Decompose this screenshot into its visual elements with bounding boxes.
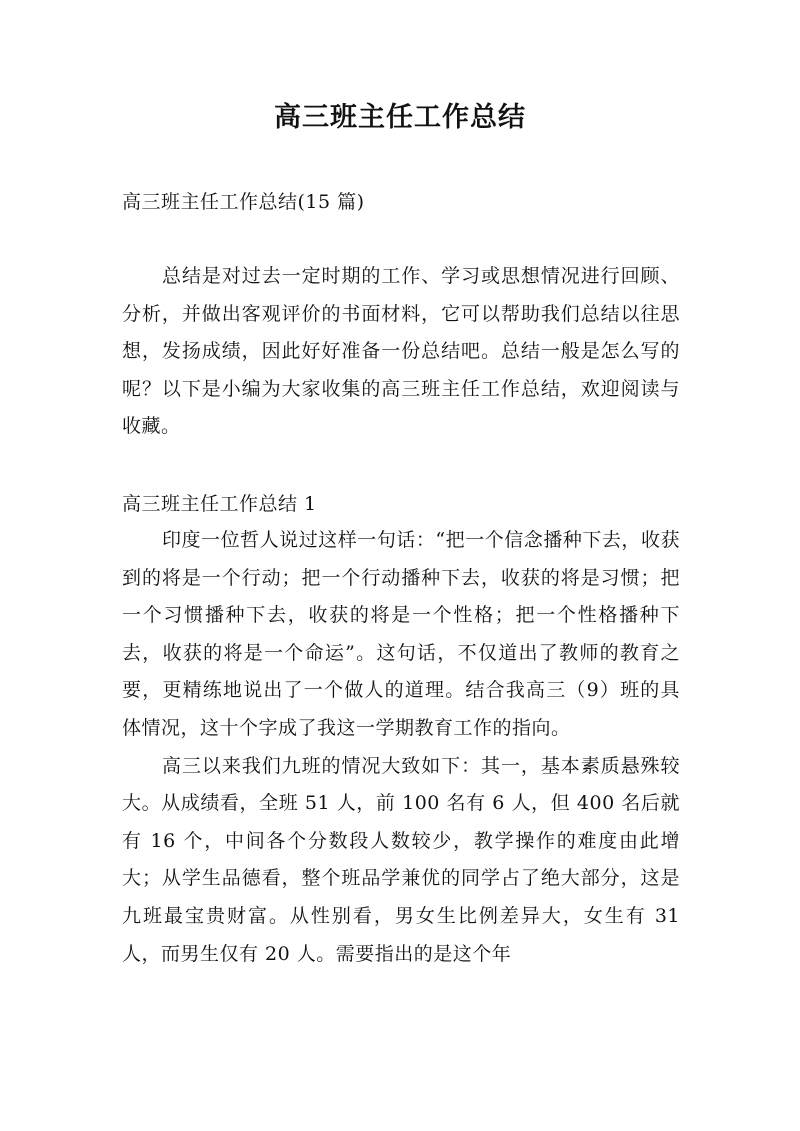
section-paragraph: 高三以来我们九班的情况大致如下：其一，基本素质悬殊较大。从成绩看，全班 51 人，前 100 名有 6 人，但 400 名后就有 16 个，中间各个分数段人数较少，教学操作的难度由此增大；从学生品德看，整个班品学兼优的同学占了绝大部分，这是九班最宝贵财富。从性别看，男女生比例差异大，女生有 31 人，而男生仅有 20 人。需要指出的是这个年 <box>122 754 680 965</box>
section-paragraph: 印度一位哲人说过这样一句话：“把一个信念播种下去，收获到的将是一个行动；把一个行动播种下去，收获的将是习惯；把一个习惯播种下去，收获的将是一个性格；把一个性格播种下去，收获的将是一个命运”。这句话，不仅道出了教师的教育之要，更精练地说出了一个做人的道理。结合我高三（9）班的具体情况，这十个字成了我这一学期教育工作的指向。 <box>122 529 680 739</box>
document-subtitle: 高三班主任工作总结(15 篇) <box>122 191 365 213</box>
intro-paragraph: 总结是对过去一定时期的工作、学习或思想情况进行回顾、分析，并做出客观评价的书面材料，它可以帮助我们总结以往思想，发扬成绩，因此好好准备一份总结吧。总结一般是怎么写的呢？以下是小编为大家收集的高三班主任工作总结，欢迎阅读与收藏。 <box>122 265 680 438</box>
section-body <box>122 522 680 973</box>
section-heading: 高三班主任工作总结 1 <box>122 493 317 515</box>
document-title: 高三班主任工作总结 <box>274 102 526 133</box>
